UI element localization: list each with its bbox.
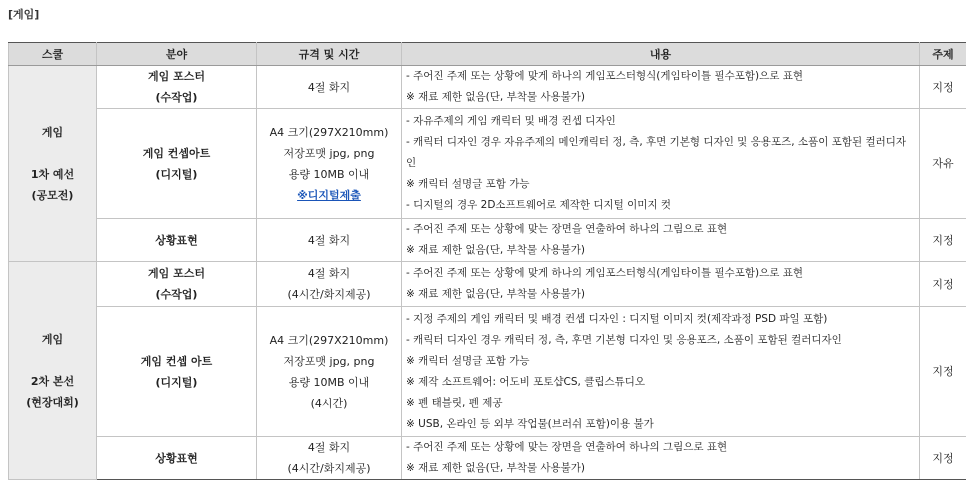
field-method: (디지털) <box>155 375 198 389</box>
table-row <box>9 109 966 219</box>
field-method: (디지털) <box>155 167 198 181</box>
content-cell <box>402 437 920 480</box>
content-cell <box>402 307 920 437</box>
spec-cell <box>257 437 402 480</box>
content-cell <box>402 262 920 307</box>
field-cell <box>97 66 257 109</box>
spec-line: 용량 10MB 이내 <box>288 375 370 389</box>
content-note: ※ USB, 온라인 등 외부 작업물(브러쉬 포함)이용 불가 <box>406 417 654 430</box>
content-note: ※ 재료 제한 없음(단, 부착물 사용불가) <box>406 91 586 103</box>
field-method: (수작업) <box>155 288 198 301</box>
field-name: 게임 컨셉 아트 <box>140 354 213 368</box>
content-line: - 주어진 주제 또는 상황에 맞게 하나의 게임포스터형식(게임타이틀 필수포함)으로 표현 <box>406 267 804 279</box>
content-line: - 자유주제의 게임 캐릭터 및 배경 컨셉 디자인 <box>406 115 616 127</box>
spec-line: (4시간/화지제공) <box>287 462 371 475</box>
content-cell <box>402 66 920 109</box>
spec-cell <box>257 262 402 307</box>
spec-line: (4시간/화지제공) <box>287 288 371 301</box>
content-note: ※ 재료 제한 없음(단, 부착물 사용불가) <box>406 462 586 474</box>
field-name: 게임 포스터 <box>148 267 205 280</box>
table-row <box>9 307 966 437</box>
header-content: 내용 <box>402 43 920 66</box>
content-line: - 지정 주제의 게임 캐릭터 및 배경 컨셉 디자인 : 디지털 이미지 컷(제작과정 PSD 파일 포함) <box>406 312 828 325</box>
spec-line: 4절 화지 <box>307 267 351 280</box>
theme-cell: 자유 <box>920 109 966 219</box>
table-row <box>9 219 966 262</box>
theme-cell: 지정 <box>920 262 966 307</box>
header-theme: 주제 <box>920 43 966 66</box>
section-title: [게임] <box>8 8 40 21</box>
content-line: - 디지털의 경우 2D소프트웨어로 제작한 디지털 이미지 컷 <box>406 199 672 211</box>
field-name: 게임 포스터 <box>148 70 205 83</box>
spec-line: 저장포맷 jpg, png <box>283 354 375 368</box>
spec-cell <box>257 109 402 219</box>
spec-line: 저장포맷 jpg, png <box>283 146 375 160</box>
content-note: ※ 캐릭터 설명글 포함 가능 <box>406 354 530 367</box>
content-note: ※ 제작 소프트웨어: 어도비 포토샵CS, 클립스튜디오 <box>406 375 646 388</box>
stage-round: 2차 본선 <box>30 374 75 388</box>
header-field: 분야 <box>97 43 257 66</box>
field-cell <box>97 219 257 262</box>
digital-submission-note: ※디지털제출 <box>297 188 361 202</box>
spec-line: 4절 화지 <box>307 233 351 247</box>
table-row <box>9 437 966 480</box>
spec-cell <box>257 307 402 437</box>
spec-line: 용량 10MB 이내 <box>288 167 370 181</box>
spec-cell <box>257 66 402 109</box>
spec-line: A4 크기(297X210mm) <box>269 333 389 347</box>
content-note: ※ 재료 제한 없음(단, 부착물 사용불가) <box>406 244 586 256</box>
field-cell <box>97 109 257 219</box>
stage-type: (공모전) <box>31 188 74 202</box>
field-cell <box>97 437 257 480</box>
stage-name: 게임 <box>41 125 64 139</box>
content-line: - 주어진 주제 또는 상황에 맞는 장면을 연출하여 하나의 그림으로 표현 <box>406 441 728 453</box>
theme-cell: 지정 <box>920 66 966 109</box>
content-line: - 캐릭터 디자인 경우 캐릭터 정, 측, 후면 기본형 디자인 및 응용포즈, 소품이 포함된 컬러디자인 <box>406 333 842 346</box>
theme-cell: 지정 <box>920 437 966 480</box>
content-line: - 주어진 주제 또는 상황에 맞는 장면을 연출하여 하나의 그림으로 표현 <box>406 223 728 235</box>
field-name: 상황표현 <box>155 233 198 247</box>
content-line: - 캐릭터 디자인 경우 자유주제의 메인캐릭터 정, 측, 후면 기본형 디자인 및 응용포즈, 소품이 포함된 컬러디자인 <box>406 136 907 169</box>
stage-cell-final <box>9 262 97 480</box>
header-spec: 규격 및 시간 <box>257 43 402 66</box>
table-row <box>9 66 966 109</box>
spec-cell <box>257 219 402 262</box>
stage-type: (현장대회) <box>26 395 79 409</box>
spec-line: 4절 화지 <box>307 441 351 454</box>
stage-cell-preliminary <box>9 66 97 262</box>
theme-cell: 지정 <box>920 219 966 262</box>
spec-line: 4절 화지 <box>307 80 351 94</box>
spec-line: (4시간) <box>310 396 348 410</box>
field-name: 게임 컨셉아트 <box>142 146 211 160</box>
theme-cell: 지정 <box>920 307 966 437</box>
table-row <box>9 262 966 307</box>
spec-line: A4 크기(297X210mm) <box>269 125 389 139</box>
content-cell <box>402 109 920 219</box>
content-note: ※ 재료 제한 없음(단, 부착물 사용불가) <box>406 288 586 300</box>
field-cell <box>97 262 257 307</box>
field-cell <box>97 307 257 437</box>
stage-name: 게임 <box>41 332 64 346</box>
content-note: ※ 캐릭터 설명글 포함 가능 <box>406 178 530 190</box>
competition-table <box>8 42 966 480</box>
field-name: 상황표현 <box>155 451 198 465</box>
content-note: ※ 펜 태블릿, 펜 제공 <box>406 396 503 409</box>
table-header-row <box>9 43 966 66</box>
header-stage: 스쿨 <box>9 43 97 66</box>
content-line: - 주어진 주제 또는 상황에 맞게 하나의 게임포스터형식(게임타이틀 필수포함)으로 표현 <box>406 70 804 82</box>
field-method: (수작업) <box>155 91 198 104</box>
stage-round: 1차 예선 <box>30 167 75 181</box>
content-cell <box>402 219 920 262</box>
